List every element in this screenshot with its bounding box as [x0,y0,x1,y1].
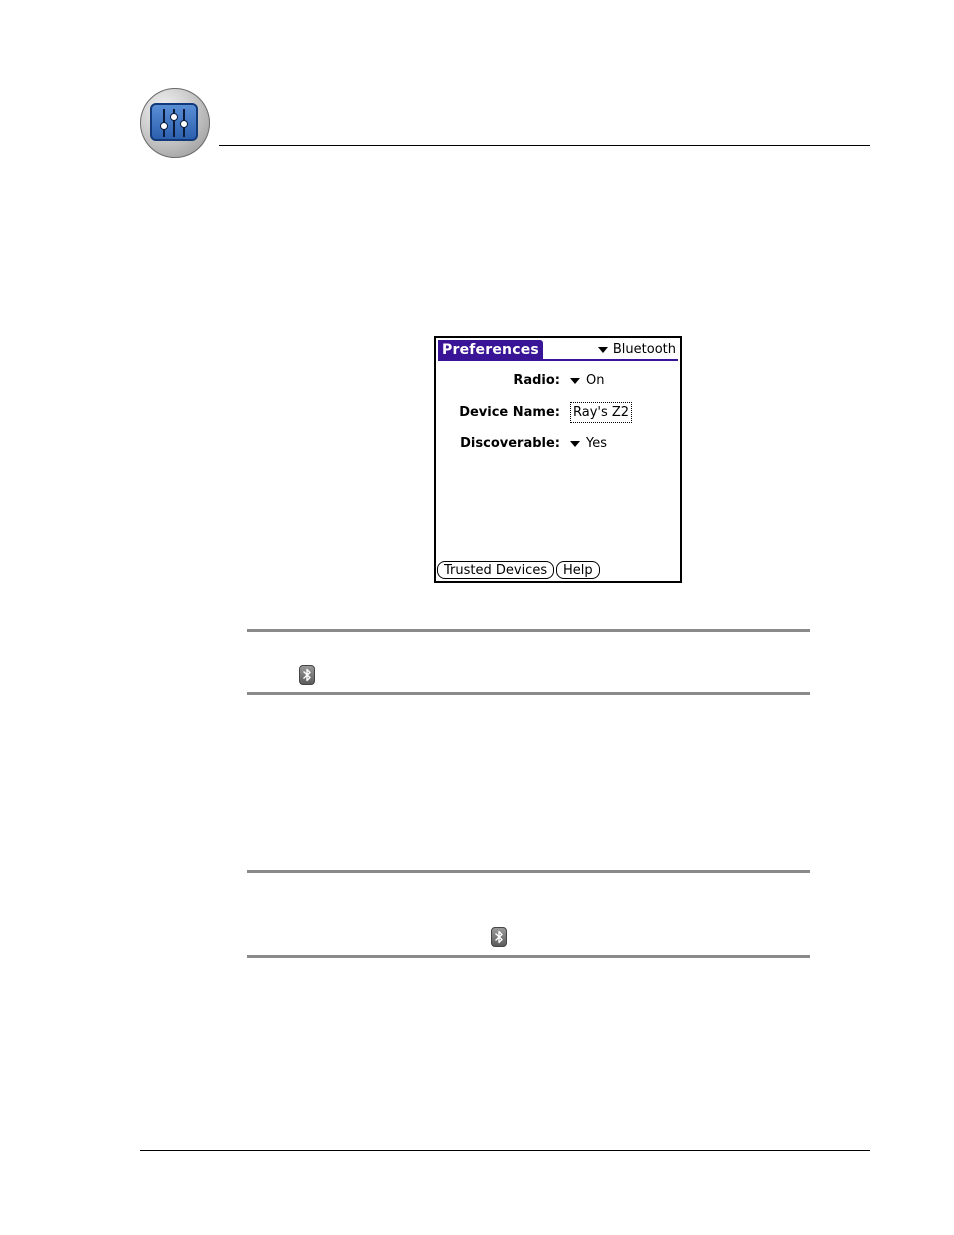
trusted-devices-button[interactable]: Trusted Devices [437,561,554,579]
category-label: Bluetooth [612,342,676,357]
bluetooth-icon [299,665,315,685]
dropdown-triangle-icon [570,378,580,384]
device-name-field[interactable]: Ray's Z2 [570,402,632,423]
discoverable-value: Yes [586,436,607,451]
help-button[interactable]: Help [556,561,600,579]
dropdown-triangle-icon [598,347,608,353]
preferences-chapter-icon [140,88,210,158]
note-top-rule [247,870,810,873]
footer-rule [140,1150,870,1151]
category-picker[interactable] [598,341,676,359]
dropdown-triangle-icon [570,441,580,447]
note-top-rule [247,629,810,632]
discoverable-label: Discoverable: [460,436,560,451]
palm-title: Preferences [438,340,543,360]
discoverable-picker[interactable] [570,434,607,454]
radio-picker[interactable] [570,371,604,391]
device-name-row [436,403,680,423]
note-bottom-rule [247,955,810,958]
bluetooth-preferences-screenshot [434,336,682,583]
palm-title-bar [438,340,678,362]
device-name-label: Device Name: [459,405,560,420]
discoverable-row [436,434,680,454]
radio-row [436,371,680,391]
note-bottom-rule [247,692,810,695]
palm-title-underline [438,359,678,361]
header-rule [219,145,870,146]
bluetooth-icon [491,927,507,947]
radio-label: Radio: [513,373,560,388]
radio-value: On [586,373,605,388]
